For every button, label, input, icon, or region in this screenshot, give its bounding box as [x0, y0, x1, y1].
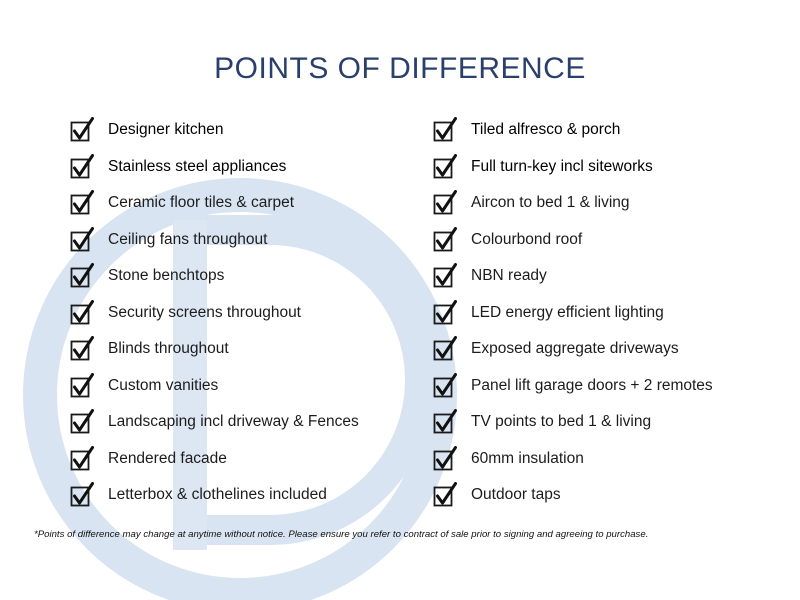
item-label: Ceramic floor tiles & carpet	[108, 194, 295, 212]
list-item	[70, 149, 359, 186]
left-feature-list	[70, 112, 359, 514]
list-item	[433, 477, 713, 514]
checked-box-icon	[70, 154, 94, 180]
item-label: Blinds throughout	[108, 340, 229, 358]
item-label: 60mm insulation	[471, 449, 584, 467]
item-label: Tiled alfresco & porch	[471, 121, 621, 139]
checked-box-icon	[70, 227, 94, 253]
checked-box-icon	[70, 373, 94, 399]
item-label: LED energy efficient lighting	[471, 303, 664, 321]
list-item	[70, 222, 359, 259]
page-title: POINTS OF DIFFERENCE	[214, 52, 586, 85]
item-label: Full turn-key incl siteworks	[471, 157, 653, 175]
item-label: Panel lift garage doors + 2 remotes	[471, 376, 713, 394]
item-label: Letterbox & clothelines included	[108, 486, 327, 504]
list-item	[433, 331, 713, 368]
item-label: TV points to bed 1 & living	[471, 413, 652, 431]
list-item	[433, 258, 713, 295]
checked-box-icon	[433, 227, 457, 253]
list-item	[433, 368, 713, 405]
list-item	[70, 331, 359, 368]
checked-box-icon	[433, 482, 457, 508]
checked-box-icon	[433, 154, 457, 180]
list-item	[433, 149, 713, 186]
checked-box-icon	[70, 190, 94, 216]
list-item	[70, 477, 359, 514]
item-label: Ceiling fans throughout	[108, 230, 268, 248]
list-item	[70, 368, 359, 405]
checked-box-icon	[70, 263, 94, 289]
item-label: Security screens throughout	[108, 303, 301, 321]
list-item	[433, 295, 713, 332]
checked-box-icon	[433, 336, 457, 362]
item-label: Custom vanities	[108, 376, 219, 394]
checked-box-icon	[433, 117, 457, 143]
footnote: *Points of difference may change at anytime without notice. Please ensure you refer to contract of sale prior to signing and agreeing to purchase.	[34, 529, 649, 540]
list-item	[70, 112, 359, 149]
item-label: Exposed aggregate driveways	[471, 340, 679, 358]
checked-box-icon	[433, 409, 457, 435]
checked-box-icon	[70, 409, 94, 435]
list-item	[433, 112, 713, 149]
item-label: Colourbond roof	[471, 230, 583, 248]
checked-box-icon	[433, 300, 457, 326]
list-item	[433, 222, 713, 259]
item-label: Stainless steel appliances	[108, 157, 287, 175]
list-item	[70, 258, 359, 295]
item-label: Designer kitchen	[108, 121, 224, 139]
item-label: Landscaping incl driveway & Fences	[108, 413, 359, 431]
item-label: Outdoor taps	[471, 486, 561, 504]
item-label: NBN ready	[471, 267, 547, 285]
checked-box-icon	[433, 263, 457, 289]
checked-box-icon	[433, 190, 457, 216]
checked-box-icon	[70, 300, 94, 326]
list-item	[433, 441, 713, 478]
list-item	[70, 185, 359, 222]
checked-box-icon	[70, 446, 94, 472]
checked-box-icon	[70, 117, 94, 143]
list-item	[433, 185, 713, 222]
item-label: Rendered facade	[108, 449, 227, 467]
item-label: Stone benchtops	[108, 267, 225, 285]
checked-box-icon	[433, 446, 457, 472]
right-feature-list	[433, 112, 713, 514]
list-item	[433, 404, 713, 441]
checked-box-icon	[70, 482, 94, 508]
list-item	[70, 404, 359, 441]
checked-box-icon	[433, 373, 457, 399]
list-item	[70, 441, 359, 478]
item-label: Aircon to bed 1 & living	[471, 194, 630, 212]
checked-box-icon	[70, 336, 94, 362]
list-item	[70, 295, 359, 332]
